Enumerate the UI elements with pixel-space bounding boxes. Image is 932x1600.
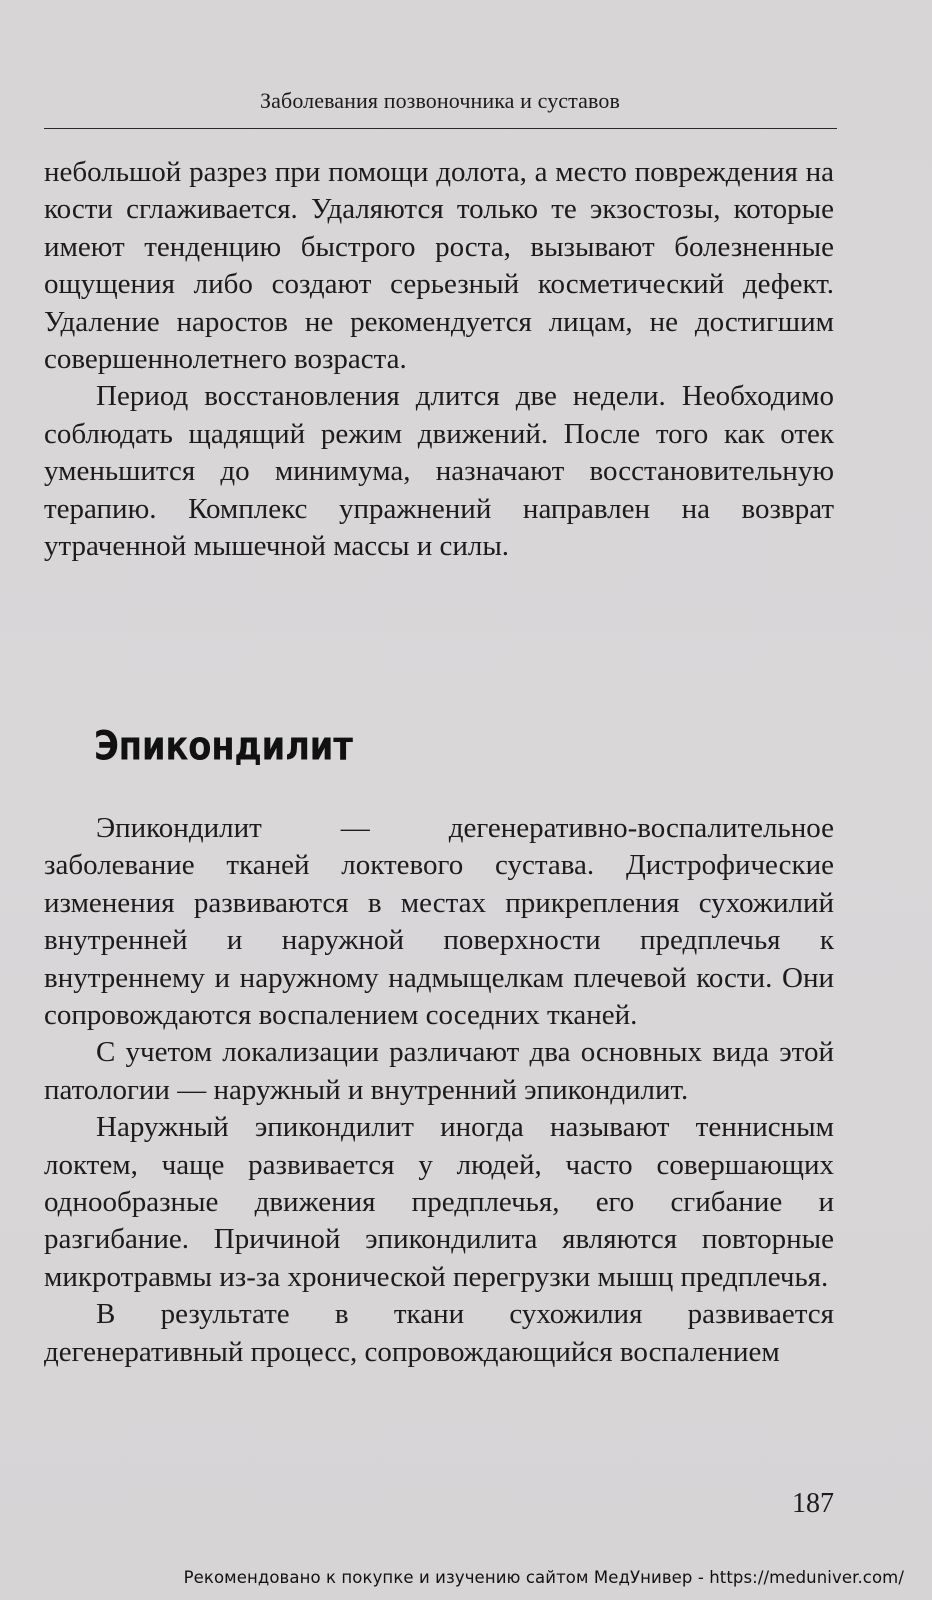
running-header: Заболевания позвоночника и суставов: [260, 88, 620, 113]
paragraph: Эпикондилит — дегенеративно-воспалительное заболевание тканей локтевого сустава. Дистрофические изменения развиваются в местах прикрепления сухожилий внутренней и наружной поверхности предплечья к внутреннему и наружному надмыщелкам плечевой кости. Они сопровождаются воспалением соседних тканей.: [44, 812, 834, 1032]
paragraph: С учетом локализации различают два основных вида этой патологии — наружный и внутренний эпикондилит.: [44, 1036, 834, 1106]
paragraph: Период восстановления длится две недели. Необходимо соблюдать щадящий режим движений. После того как отек уменьшится до минимума, назначают восстановительную терапию. Комплекс упражнений направлен на возврат утраченной мышечной массы и силы.: [44, 380, 834, 563]
paragraph: Наружный эпикондилит иногда называют теннисным локтем, чаще развивается у людей, часто совершающих однообразные движения предплечья, его сгибание и разгибание. Причиной эпикондилита являются повторные микротравмы из-за хронической перегрузки мышц предплечья.: [44, 1111, 834, 1293]
footer-watermark-text: Рекомендовано к покупке и изучению сайтом МедУнивер - https://meduniver.com/: [183, 1568, 904, 1587]
section-text: [44, 810, 834, 1371]
section-heading: Эпикондилит: [94, 723, 353, 771]
header-rule: [44, 128, 837, 129]
paragraph: небольшой разрез при помощи долота, а место повреждения на кости сглаживается. Удаляются только те экзостозы, которые имеют тенденцию быстрого роста, вызывают болезненные ощущения либо создают серьезный косметический дефект. Удаление наростов не рекомендуется лицам, не достигшим совершеннолетнего возраста.: [44, 156, 834, 376]
continued-text: [44, 154, 834, 565]
page-number: 187: [792, 1488, 834, 1519]
paragraph: В результате в ткани сухожилия развивается дегенеративный процесс, сопровождающийся воспалением: [44, 1298, 834, 1368]
